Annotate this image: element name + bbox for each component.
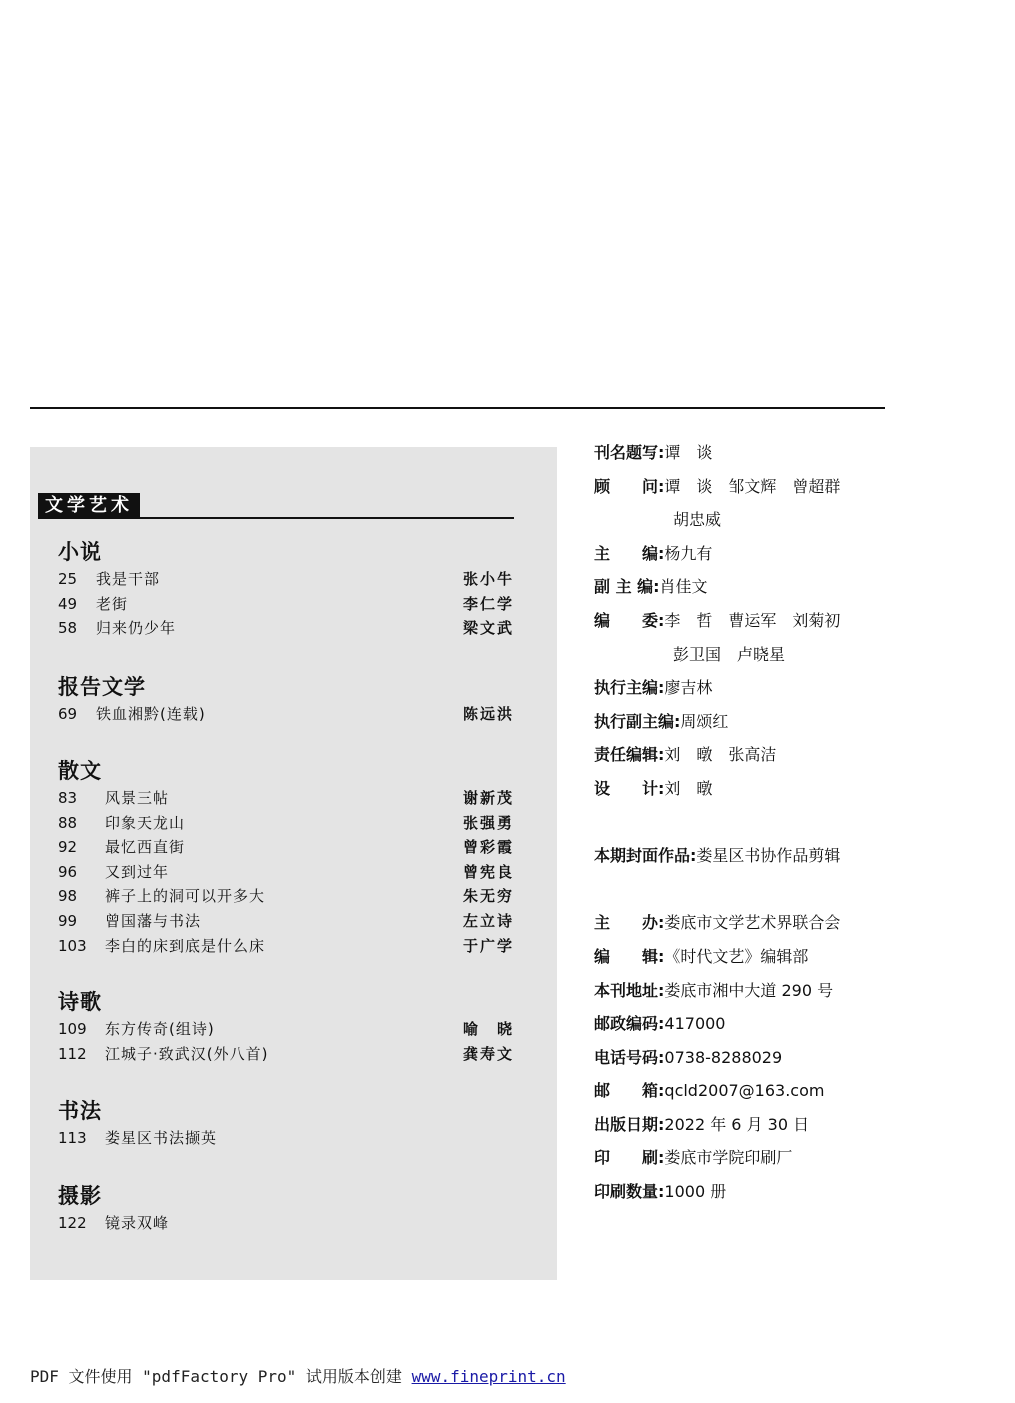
masthead-label: 设 计:: [594, 778, 665, 798]
toc-category: [58, 1096, 514, 1151]
toc-entry[interactable]: [58, 934, 514, 959]
toc-entry-author: 李仁学: [462, 594, 514, 613]
masthead-row: [594, 906, 894, 940]
section-banner-rule: [38, 517, 514, 519]
toc-entry-title: 裤子上的洞可以开多大: [105, 887, 266, 906]
toc-entry-page: 122: [58, 1214, 87, 1232]
toc-entry-page: 113: [58, 1129, 87, 1147]
masthead-value: 娄底市学院印刷厂: [664, 1148, 793, 1168]
toc-entry-title: 又到过年: [105, 862, 170, 881]
masthead-value: 《时代文艺》编辑部: [664, 946, 809, 966]
toc-entry-author: 张强勇: [462, 813, 514, 832]
masthead-label: 刊名题写:: [594, 443, 665, 462]
toc-entry-title: 李白的床到底是什么床: [105, 936, 266, 955]
toc-entry-title: 风景三帖: [105, 789, 170, 807]
toc-entry-title: 我是干部: [96, 570, 161, 588]
masthead-value: 娄底市文学艺术界联合会: [664, 913, 841, 933]
toc-category: [58, 987, 514, 1066]
masthead-row: [594, 705, 894, 739]
toc-category: [58, 1181, 514, 1236]
masthead-row: [594, 537, 894, 571]
masthead-value: 娄底市湘中大道 290 号: [664, 980, 834, 1000]
cover-credit-label: 本期封面作品:: [594, 846, 697, 866]
masthead-row: [594, 1041, 894, 1075]
masthead-row: [594, 1141, 894, 1175]
masthead-value: 1000 册: [664, 1182, 727, 1202]
toc-entry-author: 谢新茂: [462, 789, 514, 807]
toc-category-title: 散文: [58, 759, 102, 783]
toc-entry-author: 喻 晓: [462, 1020, 514, 1038]
masthead-publication-info: [594, 906, 894, 1208]
masthead-value: qcld2007@163.com: [664, 1081, 825, 1101]
toc-entry[interactable]: [58, 884, 514, 909]
masthead-label: 顾 问:: [594, 476, 665, 496]
toc-entry-author: 陈远洪: [462, 705, 514, 723]
toc-entry-page: 25: [58, 570, 78, 588]
masthead-staff: [594, 436, 894, 806]
masthead-label: 电话号码:: [594, 1047, 665, 1067]
masthead-row: [594, 671, 894, 705]
toc-entry[interactable]: [58, 1211, 514, 1236]
masthead-row: [594, 638, 894, 672]
masthead-label: 本刊地址:: [594, 980, 665, 1000]
toc-category-title: 诗歌: [58, 990, 102, 1014]
masthead-row: [594, 570, 894, 604]
toc-entry-page: 58: [58, 619, 78, 638]
toc-entry-page: 83: [58, 789, 78, 807]
footer-text: PDF 文件使用 "pdfFactory Pro" 试用版本创建: [30, 1367, 412, 1386]
toc-category: [58, 672, 514, 727]
toc-entry-title: 娄星区书法撷英: [105, 1129, 218, 1147]
toc-category-title: 小说: [58, 540, 102, 564]
masthead-row: [594, 1108, 894, 1142]
toc-entry-page: 88: [58, 813, 78, 832]
toc-category: [58, 756, 514, 958]
toc-entry-page: 98: [58, 887, 78, 906]
toc-entry-author: 曾彩霞: [462, 838, 514, 857]
toc-entry-title: 印象天龙山: [105, 813, 186, 832]
toc-entry[interactable]: [58, 702, 514, 727]
masthead-label: 执行副主编:: [594, 711, 681, 731]
toc-entry-author: 于广学: [462, 936, 514, 955]
masthead-row: [594, 503, 894, 537]
toc-entry-title: 老街: [96, 594, 129, 613]
toc-entry[interactable]: [58, 1042, 514, 1067]
masthead-label: 编 委:: [594, 610, 665, 630]
toc-category: [58, 537, 514, 641]
cover-credit-value: 娄星区书协作品剪辑: [696, 846, 841, 866]
masthead-value: 谭 谈: [664, 443, 713, 462]
masthead-label: 执行主编:: [594, 678, 665, 698]
toc-entry[interactable]: [58, 835, 514, 860]
toc-entry-page: 49: [58, 594, 78, 613]
masthead-row: [594, 1007, 894, 1041]
masthead-row: [594, 436, 894, 470]
masthead-value: 417000: [664, 1014, 726, 1034]
footer-link[interactable]: www.fineprint.cn: [411, 1367, 566, 1386]
masthead-value: 谭 谈 邹文辉 曾超群: [664, 476, 841, 496]
masthead-value: 周颂红: [680, 711, 729, 731]
toc-entry[interactable]: [58, 811, 514, 836]
toc-entry-title: 最忆西直街: [105, 838, 186, 857]
masthead-row: [594, 604, 894, 638]
toc-entry-title: 东方传奇(组诗): [105, 1020, 215, 1038]
toc-entry-author: 朱无穷: [462, 887, 514, 906]
toc-entry-title: 归来仍少年: [96, 619, 177, 638]
toc-entry-title: 江城子·致武汉(外八首): [105, 1044, 269, 1063]
toc-entry-author: 梁文武: [462, 619, 514, 638]
masthead-value: 刘 暾 张高洁: [664, 745, 777, 765]
toc-category-title: 报告文学: [58, 675, 146, 699]
masthead-value: 2022 年 6 月 30 日: [664, 1114, 810, 1134]
masthead-label: 出版日期:: [594, 1114, 665, 1134]
top-horizontal-rule: [30, 407, 885, 409]
toc-entry-page: 112: [58, 1044, 87, 1063]
section-banner: [38, 493, 514, 519]
toc-entry-page: 69: [58, 705, 78, 723]
toc-entry-title: 镜录双峰: [105, 1214, 170, 1232]
masthead-row: [594, 974, 894, 1008]
masthead-value: 肖佳文: [659, 577, 708, 597]
toc-entry-author: 龚寿文: [462, 1044, 514, 1063]
masthead-label: 印 刷:: [594, 1148, 665, 1168]
toc-entry-page: 103: [58, 936, 87, 955]
masthead-value: 李 哲 曹运军 刘菊初: [664, 610, 841, 630]
masthead-label: 责任编辑:: [594, 745, 665, 765]
masthead-value: 刘 暾: [664, 778, 713, 798]
toc-entry[interactable]: [58, 860, 514, 885]
pdf-footer: [30, 1365, 566, 1389]
masthead-value: 胡忠威: [673, 510, 722, 530]
toc-entry[interactable]: [58, 616, 514, 641]
toc-entry[interactable]: [58, 592, 514, 617]
cover-credit: [594, 839, 894, 873]
toc-entry-page: 96: [58, 862, 78, 881]
toc-entry[interactable]: [58, 1126, 514, 1151]
toc-entry-page: 109: [58, 1020, 87, 1038]
masthead-row: [594, 1175, 894, 1209]
toc-entry-page: 92: [58, 838, 78, 857]
masthead-row: [594, 738, 894, 772]
masthead-value: 杨九有: [664, 543, 713, 563]
masthead-label: 邮政编码:: [594, 1014, 665, 1034]
toc-entry-author: 曾宪良: [462, 862, 514, 881]
masthead-value: 廖吉林: [664, 678, 713, 698]
toc-entry-title: 曾国藩与书法: [105, 911, 202, 930]
toc-entry-page: 99: [58, 911, 78, 930]
toc-entry-title: 铁血湘黔(连载): [96, 705, 206, 723]
toc-entry[interactable]: [58, 786, 514, 811]
masthead-value: 0738-8288029: [664, 1047, 783, 1067]
masthead-label: 副 主 编:: [594, 577, 660, 597]
masthead-label: 主 编:: [594, 543, 665, 563]
masthead-label: 印刷数量:: [594, 1182, 665, 1202]
toc-entry[interactable]: [58, 567, 514, 592]
toc-entry-author: 张小牛: [462, 570, 514, 588]
toc-category-title: 摄影: [58, 1184, 102, 1208]
masthead-value: 彭卫国 卢晓星: [673, 644, 786, 664]
table-of-contents-panel: [30, 447, 557, 1280]
masthead-row: [594, 1074, 894, 1108]
toc-entry-author: 左立诗: [462, 911, 514, 930]
masthead-row: [594, 772, 894, 806]
toc-category-title: 书法: [58, 1099, 102, 1123]
masthead-row: [594, 940, 894, 974]
masthead-label: 邮 箱:: [594, 1081, 665, 1101]
masthead-label: 主 办:: [594, 913, 665, 933]
toc-entry[interactable]: [58, 1017, 514, 1042]
section-banner-label: 文学艺术: [38, 493, 140, 519]
masthead-label: 编 辑:: [594, 946, 665, 966]
masthead-row: [594, 470, 894, 504]
toc-entry[interactable]: [58, 909, 514, 934]
masthead: [594, 436, 894, 1209]
